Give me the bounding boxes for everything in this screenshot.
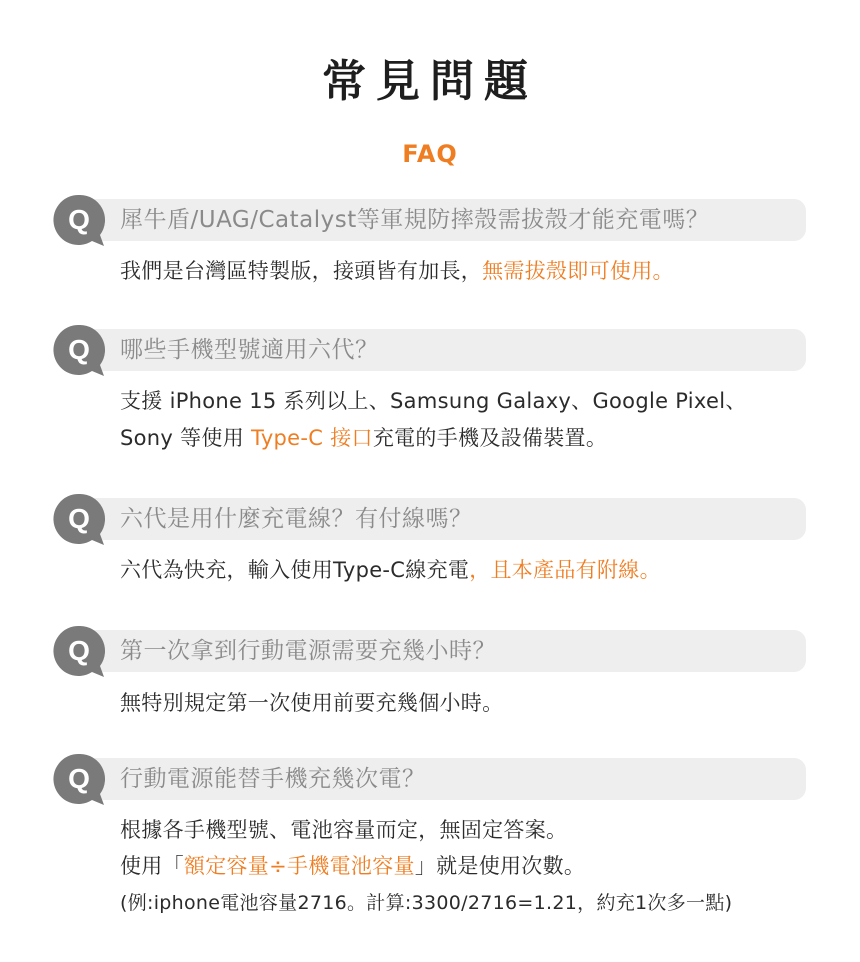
answer-text: (例:iphone電池容量2716。計算:3300/2716=1.21，約充1次多一點) [120,892,733,914]
answer-line [120,851,585,881]
question-text: 哪些手機型號適用六代？ [120,337,379,363]
question-badge-icon [52,193,106,247]
badge-letter: Q [68,503,90,534]
answer-highlight: 無需拔殼即可使用。 [482,259,674,283]
question-text: 犀牛盾/UAG/Catalyst等軍規防摔殼需拔殼才能充電嗎？ [120,207,710,233]
question-text: 六代是用什麼充電線？有付線嗎？ [120,506,473,532]
question-text: 第一次拿到行動電源需要充幾小時？ [120,638,496,664]
question-badge-icon [52,624,106,678]
answer-text: Sony 等使用 [120,426,251,450]
badge-letter: Q [68,204,90,235]
question-badge-icon [52,323,106,377]
badge-letter: Q [68,763,90,794]
answer-line [120,256,674,286]
answer-highlight: ，且本產品有附線。 [469,558,661,582]
badge-letter: Q [68,635,90,666]
badge-letter: Q [68,334,90,365]
answer-text: 」就是使用次數。 [414,854,586,878]
answer-line [120,888,732,918]
answer-line [120,815,567,845]
answer-line [120,555,661,585]
answer-text: 支援 iPhone 15 系列以上、Samsung Galaxy、Google Pixel、 [120,389,747,413]
answer-highlight: 額定容量÷手機電池容量 [183,854,415,878]
page-title: 常見問題 [322,56,538,107]
answer-highlight: Type-C 接口 [250,426,373,450]
answer-text: 六代為快充，輸入使用Type-C線充電 [120,558,470,582]
answer-line [120,386,747,416]
answer-text: 使用「 [120,854,184,878]
answer-text: 充電的手機及設備裝置。 [372,426,608,450]
answer-line [120,688,503,718]
question-badge-icon [52,752,106,806]
answer-text: 無特別規定第一次使用前要充幾個小時。 [120,691,504,715]
answer-text: 根據各手機型號、電池容量而定，無固定答案。 [120,818,568,842]
page-subtitle: FAQ [402,140,458,168]
answer-text: 我們是台灣區特製版，接頭皆有加長， [120,259,483,283]
question-badge-icon [52,492,106,546]
answer-line [120,423,607,453]
question-text: 行動電源能替手機充幾次電？ [120,766,426,792]
